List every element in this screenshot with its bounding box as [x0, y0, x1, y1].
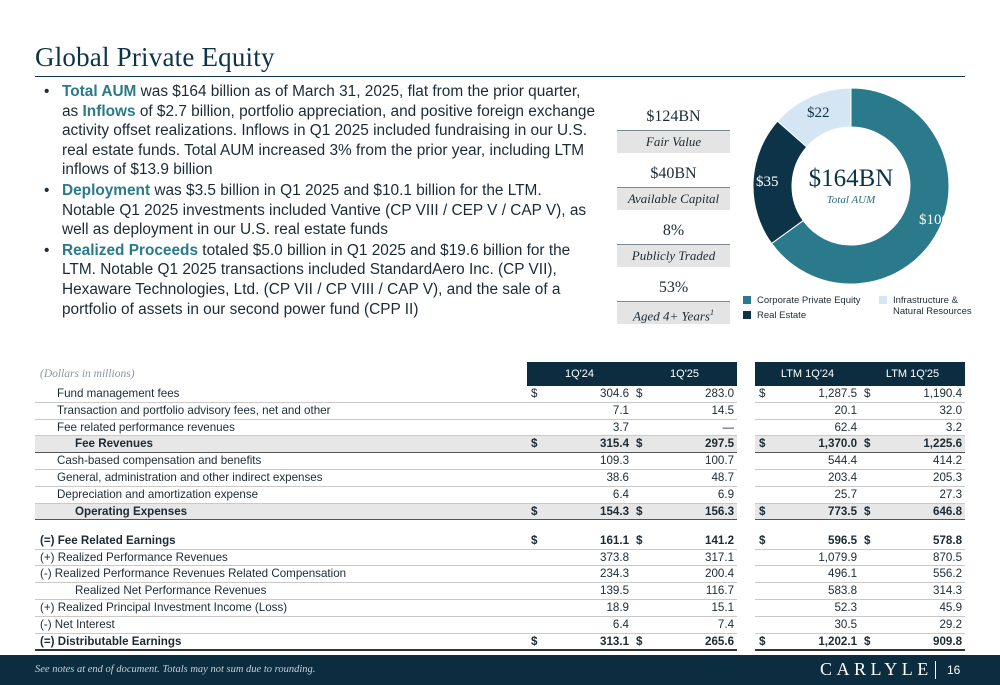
slice-label-real-estate: $35	[756, 174, 779, 190]
page-number: 16	[947, 663, 961, 677]
cell-value: 25.7	[769, 486, 860, 503]
currency-symbol: $	[632, 503, 646, 520]
stat-label: Available Capital	[617, 188, 730, 210]
row-label: Operating Expenses	[35, 503, 527, 520]
bullet-keyword: Inflows	[82, 102, 136, 120]
cell-value: 3.2	[874, 419, 965, 436]
cell-value: 314.3	[874, 583, 965, 600]
cell-value: 1,079.9	[769, 549, 860, 566]
currency-symbol	[527, 520, 541, 533]
cell-value: 773.5	[769, 503, 860, 520]
page-title: Global Private Equity	[35, 42, 275, 72]
currency-symbol	[527, 549, 541, 566]
currency-symbol	[527, 600, 541, 617]
currency-symbol: $	[860, 436, 874, 453]
stat-label	[617, 302, 730, 324]
column-header: 1Q'24	[527, 362, 632, 386]
currency-symbol	[755, 583, 769, 600]
cell-value: 578.8	[874, 533, 965, 549]
cell-value: 45.9	[874, 600, 965, 617]
table-row	[35, 520, 965, 533]
cell-value: 283.0	[646, 386, 737, 402]
aum-stats	[617, 103, 730, 331]
cell-value: 139.5	[541, 583, 632, 600]
table-row	[35, 533, 965, 549]
legend-label: Corporate Private Equity	[757, 295, 861, 306]
cell-value: 100.7	[646, 453, 737, 470]
legend-item-corporate-private-equity	[743, 295, 861, 306]
cell-value: 1,202.1	[769, 633, 860, 650]
donut-center-value: $164BN	[808, 165, 894, 192]
row-label	[35, 520, 527, 533]
table-row	[35, 419, 965, 436]
currency-symbol: $	[527, 386, 541, 402]
table-row	[35, 453, 965, 470]
currency-symbol	[755, 402, 769, 419]
currency-symbol	[755, 453, 769, 470]
table-header-row	[35, 362, 965, 386]
bullet-realized-proceeds	[38, 241, 598, 319]
cell-value: 1,225.6	[874, 436, 965, 453]
stat-fair-value	[617, 103, 730, 153]
cell-value: 583.8	[769, 583, 860, 600]
cell-value	[874, 520, 965, 533]
row-label: Cash-based compensation and benefits	[35, 453, 527, 470]
column-gap	[737, 566, 755, 583]
cell-value: 48.7	[646, 469, 737, 486]
footer-note: See notes at end of document. Totals may not sum due to rounding.	[35, 664, 316, 675]
bullet-keyword: Deployment	[62, 181, 151, 199]
cell-value	[541, 520, 632, 533]
currency-symbol	[632, 402, 646, 419]
cell-value: 556.2	[874, 566, 965, 583]
bullet-keyword: Realized Proceeds	[62, 241, 199, 259]
cell-value: 29.2	[874, 616, 965, 633]
currency-symbol: $	[755, 386, 769, 402]
legend-label-line1: Infrastructure &	[893, 295, 958, 306]
table-row	[35, 549, 965, 566]
currency-symbol	[527, 616, 541, 633]
cell-value: 265.6	[646, 633, 737, 650]
table-row	[35, 436, 965, 453]
legend-label	[893, 295, 972, 317]
currency-symbol	[527, 419, 541, 436]
table-row	[35, 633, 965, 650]
currency-symbol: $	[755, 533, 769, 549]
cell-value: 156.3	[646, 503, 737, 520]
footer-bar	[0, 655, 1000, 685]
legend-item-infrastructure	[879, 295, 972, 317]
slice-label-infrastructure: $22	[807, 105, 830, 121]
column-gap	[737, 616, 755, 633]
currency-symbol	[860, 453, 874, 470]
cell-value: 304.6	[541, 386, 632, 402]
donut-center-label: Total AUM	[826, 194, 876, 206]
legend-label: Real Estate	[757, 310, 807, 321]
column-gap	[737, 486, 755, 503]
currency-symbol	[632, 583, 646, 600]
column-gap	[737, 453, 755, 470]
cell-value: 161.1	[541, 533, 632, 549]
table-row	[35, 566, 965, 583]
row-label: Fee related performance revenues	[35, 419, 527, 436]
cell-value: 3.7	[541, 419, 632, 436]
stat-label: Fair Value	[617, 131, 730, 153]
column-gap	[737, 520, 755, 533]
row-label: Transaction and portfolio advisory fees, net and other	[35, 402, 527, 419]
cell-value: 1,370.0	[769, 436, 860, 453]
currency-symbol	[632, 566, 646, 583]
stat-value: 8%	[617, 217, 730, 245]
cell-value: 1,190.4	[874, 386, 965, 402]
bullet-dot-icon: •	[44, 181, 50, 199]
currency-symbol	[755, 469, 769, 486]
currency-symbol	[860, 566, 874, 583]
currency-symbol: $	[860, 633, 874, 650]
currency-symbol	[527, 486, 541, 503]
column-gap	[737, 386, 755, 402]
cell-value: 646.8	[874, 503, 965, 520]
cell-value: 373.8	[541, 549, 632, 566]
currency-symbol: $	[755, 503, 769, 520]
column-gap	[737, 600, 755, 617]
currency-symbol	[755, 566, 769, 583]
footer-separator	[935, 661, 936, 679]
column-gap	[737, 533, 755, 549]
bullet-total-aum	[38, 82, 598, 180]
column-gap	[737, 469, 755, 486]
column-header: LTM 1Q'24	[755, 362, 860, 386]
row-label: Fee Revenues	[35, 436, 527, 453]
cell-value: 205.3	[874, 469, 965, 486]
cell-value: 32.0	[874, 402, 965, 419]
currency-symbol	[632, 549, 646, 566]
currency-symbol	[860, 419, 874, 436]
currency-symbol	[860, 520, 874, 533]
table-row	[35, 583, 965, 600]
stat-available-capital	[617, 160, 730, 210]
table-row	[35, 402, 965, 419]
donut-center	[801, 165, 901, 207]
title-divider	[35, 76, 965, 77]
currency-symbol	[755, 616, 769, 633]
stat-aged-4-plus-years	[617, 274, 730, 324]
bullet-deployment	[38, 181, 598, 240]
stat-label-text: Aged 4+ Years	[633, 308, 710, 324]
bullet-keyword: Total AUM	[62, 83, 137, 100]
cell-value: 315.4	[541, 436, 632, 453]
currency-symbol	[755, 486, 769, 503]
currency-symbol	[860, 402, 874, 419]
cell-value: 544.4	[769, 453, 860, 470]
cell-value: 596.5	[769, 533, 860, 549]
currency-symbol: $	[632, 436, 646, 453]
currency-symbol	[527, 453, 541, 470]
cell-value: 6.9	[646, 486, 737, 503]
currency-symbol	[632, 486, 646, 503]
cell-value: 30.5	[769, 616, 860, 633]
legend-swatch	[743, 311, 751, 319]
carlyle-logo: CARLYLE	[820, 659, 933, 679]
row-label: Fund management fees	[35, 386, 527, 402]
cell-value: 203.4	[769, 469, 860, 486]
bullet-dot-icon: •	[44, 241, 50, 259]
row-label: (-) Realized Performance Revenues Related Compensation	[35, 566, 527, 583]
currency-symbol	[527, 402, 541, 419]
cell-value: 297.5	[646, 436, 737, 453]
slice-label-corporate-private-equity: $106	[919, 212, 949, 228]
column-gap	[737, 633, 755, 650]
column-gap	[737, 549, 755, 566]
currency-symbol	[632, 453, 646, 470]
currency-symbol	[755, 549, 769, 566]
row-label: (=) Distributable Earnings	[35, 633, 527, 650]
currency-symbol: $	[860, 533, 874, 549]
currency-symbol	[632, 600, 646, 617]
legend-label-line2: Natural Resources	[893, 306, 972, 317]
row-label: (-) Net Interest	[35, 616, 527, 633]
cell-value: 414.2	[874, 453, 965, 470]
cell-value: 496.1	[769, 566, 860, 583]
cell-value: 14.5	[646, 402, 737, 419]
aum-donut-chart	[751, 86, 951, 286]
stat-publicly-traded	[617, 217, 730, 267]
bullet-text: totaled $5.0 billion in Q1 2025 and $19.6 billion for the LTM. Notable Q1 2025 transactions included StandardAero Inc. (CP VII), Hexaware Technologies, Ltd. (CP VII / CP VIII / CAP V), and the sale of a portfolio of assets in our second power fund (CPP II)	[62, 241, 571, 318]
currency-symbol	[860, 583, 874, 600]
footnote-marker: 1	[709, 308, 714, 317]
column-header: LTM 1Q'25	[860, 362, 965, 386]
column-gap	[737, 436, 755, 453]
row-label: (=) Fee Related Earnings	[35, 533, 527, 549]
table-row	[35, 486, 965, 503]
row-label: (+) Realized Principal Investment Income (Loss)	[35, 600, 527, 617]
table-body	[35, 386, 965, 650]
cell-value: 109.3	[541, 453, 632, 470]
currency-symbol: $	[632, 386, 646, 402]
column-gap	[737, 362, 755, 386]
cell-value: 154.3	[541, 503, 632, 520]
bullet-text: was $164 billion as of March 31, 2025, flat from the prior quarter, as	[62, 83, 581, 120]
currency-symbol: $	[527, 533, 541, 549]
currency-symbol: $	[632, 533, 646, 549]
cell-value: 200.4	[646, 566, 737, 583]
currency-symbol	[632, 419, 646, 436]
currency-symbol	[527, 566, 541, 583]
bullet-text: was $3.5 billion in Q1 2025 and $10.1 billion for the LTM. Notable Q1 2025 investments included Vantive (CP VIII / CEP V / CAP V), as well as deployment in our U.S. real estate funds	[62, 181, 587, 239]
currency-symbol	[632, 616, 646, 633]
cell-value: 27.3	[874, 486, 965, 503]
cell-value: 7.1	[541, 402, 632, 419]
currency-symbol: $	[527, 436, 541, 453]
currency-symbol	[755, 520, 769, 533]
cell-value: 234.3	[541, 566, 632, 583]
cell-value: 313.1	[541, 633, 632, 650]
table-row	[35, 503, 965, 520]
legend-swatch	[879, 296, 887, 304]
stat-value: 53%	[617, 274, 730, 302]
table-row	[35, 616, 965, 633]
row-label: (+) Realized Performance Revenues	[35, 549, 527, 566]
stat-label: Publicly Traded	[617, 245, 730, 267]
bullet-dot-icon: •	[44, 83, 50, 100]
summary-bullets	[38, 82, 598, 320]
stat-value: $40BN	[617, 160, 730, 188]
cell-value: 909.8	[874, 633, 965, 650]
currency-symbol	[632, 520, 646, 533]
currency-symbol	[860, 469, 874, 486]
cell-value: —	[646, 419, 737, 436]
currency-symbol: $	[527, 633, 541, 650]
cell-value: 870.5	[874, 549, 965, 566]
cell-value: 15.1	[646, 600, 737, 617]
cell-value: 18.9	[541, 600, 632, 617]
currency-symbol	[755, 419, 769, 436]
currency-symbol	[755, 600, 769, 617]
table-row	[35, 469, 965, 486]
currency-symbol	[860, 600, 874, 617]
table-row	[35, 600, 965, 617]
cell-value: 317.1	[646, 549, 737, 566]
legend-item-real-estate	[743, 310, 806, 321]
cell-value: 6.4	[541, 486, 632, 503]
column-gap	[737, 419, 755, 436]
cell-value: 141.2	[646, 533, 737, 549]
table-row	[35, 386, 965, 402]
cell-value: 38.6	[541, 469, 632, 486]
financial-table	[35, 362, 965, 651]
cell-value	[769, 520, 860, 533]
currency-symbol: $	[527, 503, 541, 520]
column-gap	[737, 402, 755, 419]
currency-symbol	[860, 616, 874, 633]
currency-symbol	[860, 549, 874, 566]
cell-value: 52.3	[769, 600, 860, 617]
currency-symbol: $	[755, 436, 769, 453]
cell-value: 1,287.5	[769, 386, 860, 402]
currency-symbol: $	[632, 633, 646, 650]
currency-symbol: $	[755, 633, 769, 650]
currency-symbol: $	[860, 503, 874, 520]
currency-symbol: $	[860, 386, 874, 402]
cell-value: 116.7	[646, 583, 737, 600]
currency-symbol	[527, 469, 541, 486]
cell-value: 62.4	[769, 419, 860, 436]
column-gap	[737, 583, 755, 600]
financial-table-wrapper	[35, 362, 965, 651]
row-label: Realized Net Performance Revenues	[35, 583, 527, 600]
currency-symbol	[632, 469, 646, 486]
cell-value: 6.4	[541, 616, 632, 633]
table-units: (Dollars in millions)	[40, 368, 135, 380]
legend-swatch	[743, 296, 751, 304]
cell-value: 20.1	[769, 402, 860, 419]
stat-value: $124BN	[617, 103, 730, 131]
column-header: 1Q'25	[632, 362, 737, 386]
bullet-text: of $2.7 billion, portfolio appreciation, and positive foreign exchange activity offset realizations. Inflows in Q1 2025 included fundraising in our U.S. real estate funds. Total AUM increased 3% from the prior year, including LTM inflows of $13.9 billion	[62, 102, 596, 179]
currency-symbol	[527, 583, 541, 600]
cell-value: 7.4	[646, 616, 737, 633]
row-label: Depreciation and amortization expense	[35, 486, 527, 503]
column-gap	[737, 503, 755, 520]
row-label: General, administration and other indirect expenses	[35, 469, 527, 486]
cell-value	[646, 520, 737, 533]
currency-symbol	[860, 486, 874, 503]
